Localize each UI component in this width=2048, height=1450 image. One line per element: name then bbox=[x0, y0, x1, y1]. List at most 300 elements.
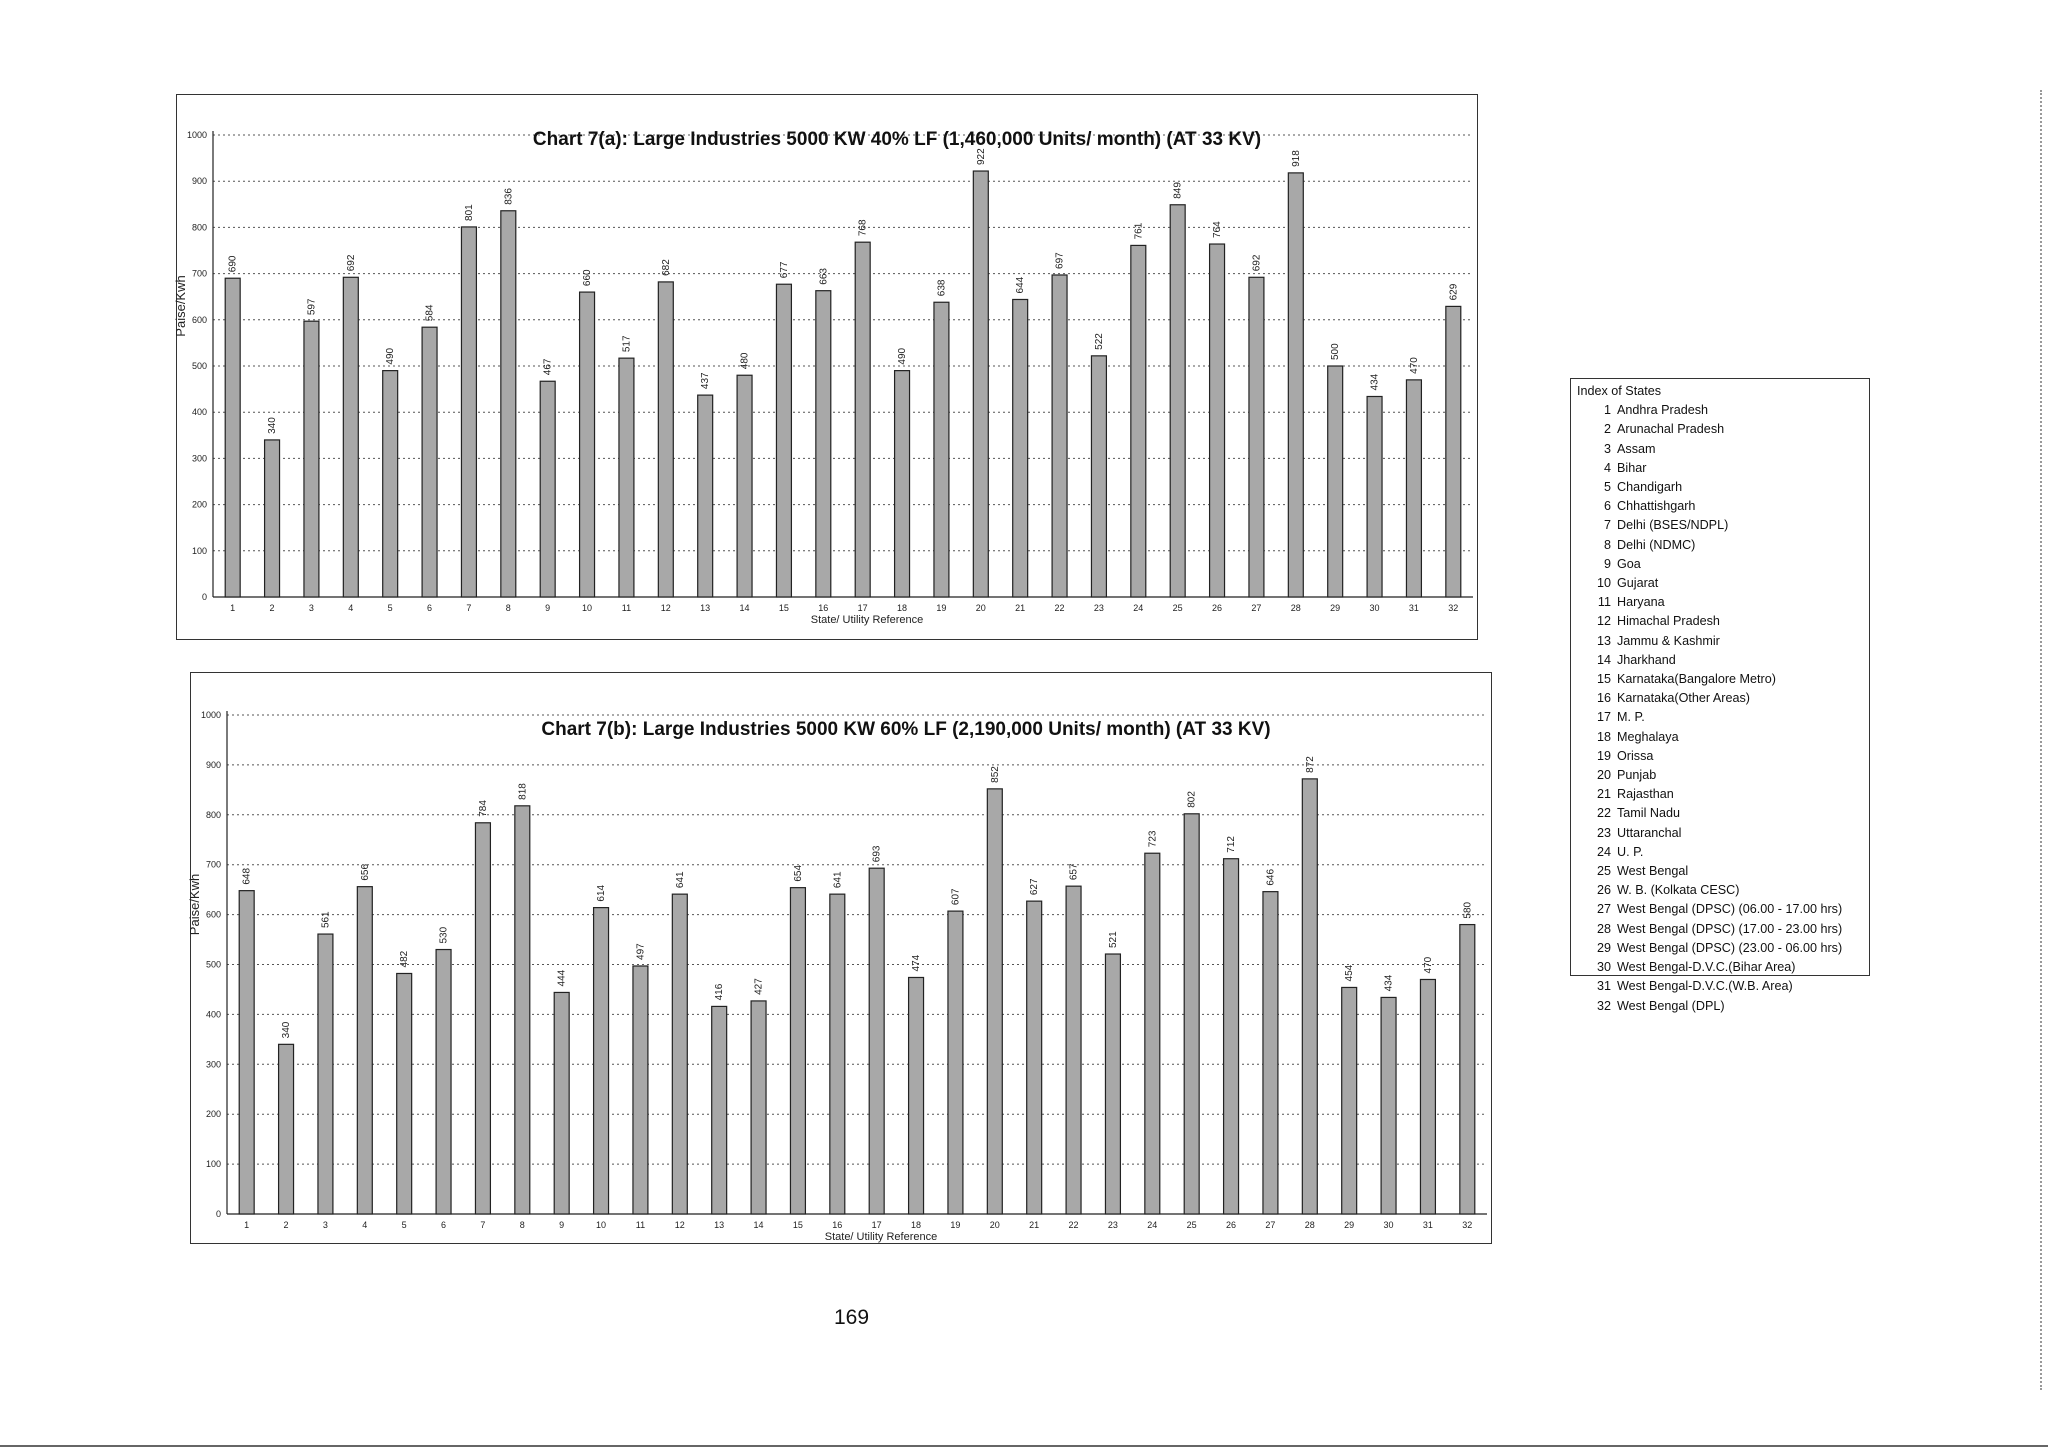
index-item-name: Karnataka(Bangalore Metro) bbox=[1617, 672, 1776, 687]
data-label: 690 bbox=[227, 255, 239, 273]
x-tick-label: 3 bbox=[322, 1220, 328, 1230]
bar bbox=[357, 887, 372, 1214]
index-item bbox=[1577, 766, 1863, 785]
bar bbox=[1263, 892, 1278, 1214]
x-tick-label: 21 bbox=[1029, 1220, 1040, 1230]
index-item-number: 2 bbox=[1603, 422, 1611, 437]
y-tick-label: 400 bbox=[191, 407, 207, 418]
bar bbox=[830, 894, 845, 1214]
index-item bbox=[1577, 939, 1863, 958]
index-item-number: 25 bbox=[1596, 864, 1611, 879]
y-tick-label: 800 bbox=[205, 809, 221, 820]
index-item-number: 8 bbox=[1603, 537, 1611, 552]
x-tick-label: 16 bbox=[832, 1220, 843, 1230]
data-label: 693 bbox=[871, 845, 883, 863]
bar bbox=[751, 1001, 766, 1214]
data-label: 852 bbox=[989, 766, 1001, 783]
index-title: Index of States bbox=[1577, 384, 1662, 398]
bar bbox=[1420, 979, 1435, 1214]
index-item-number: 1 bbox=[1603, 403, 1611, 418]
x-tick-label: 20 bbox=[989, 1220, 1000, 1230]
bar bbox=[461, 227, 476, 597]
index-item-name: W. B. (Kolkata CESC) bbox=[1617, 883, 1740, 898]
index-item bbox=[1577, 747, 1863, 766]
bar bbox=[776, 284, 791, 597]
y-tick-label: 1000 bbox=[186, 130, 207, 140]
index-item-number: 4 bbox=[1603, 460, 1611, 475]
index-item-name: West Bengal (DPSC) (17.00 - 23.00 hrs) bbox=[1617, 921, 1843, 936]
chart-title: Chart 7(b): Large Industries 5000 KW 60% LF (2,190,000 Units/ month) (AT 33 KV) bbox=[541, 719, 1271, 740]
index-item-name: Orissa bbox=[1617, 748, 1654, 763]
index-item-number: 26 bbox=[1596, 883, 1611, 898]
data-label: 768 bbox=[857, 219, 869, 237]
x-tick-label: 12 bbox=[674, 1220, 685, 1230]
index-item-name: Rajasthan bbox=[1617, 787, 1674, 802]
y-tick-label: 700 bbox=[205, 859, 221, 870]
x-tick-label: 32 bbox=[1448, 603, 1459, 613]
data-label: 500 bbox=[1330, 343, 1342, 360]
data-label: 482 bbox=[399, 950, 411, 968]
x-tick-label: 31 bbox=[1408, 603, 1419, 613]
bar bbox=[948, 911, 963, 1214]
index-item-name: West Bengal (DPL) bbox=[1617, 998, 1725, 1013]
y-tick-label: 900 bbox=[205, 759, 221, 770]
bar bbox=[1288, 173, 1303, 597]
x-tick-label: 4 bbox=[348, 603, 354, 613]
x-tick-label: 7 bbox=[466, 603, 472, 613]
index-item-name: Chhattishgarh bbox=[1617, 499, 1696, 514]
bar bbox=[855, 242, 870, 597]
index-item-name: Arunachal Pradesh bbox=[1617, 422, 1725, 437]
y-tick-label: 300 bbox=[205, 1059, 221, 1070]
page-number: 169 bbox=[834, 1306, 870, 1329]
data-label: 697 bbox=[1054, 252, 1066, 269]
index-item bbox=[1577, 843, 1863, 862]
data-label: 922 bbox=[975, 148, 987, 166]
y-tick-label: 900 bbox=[191, 176, 207, 187]
y-tick-label: 600 bbox=[191, 314, 207, 325]
bar bbox=[633, 966, 648, 1214]
data-label: 522 bbox=[1093, 333, 1105, 350]
index-item-name: Assam bbox=[1617, 441, 1656, 456]
data-label: 761 bbox=[1133, 222, 1145, 240]
x-tick-label: 26 bbox=[1226, 1220, 1237, 1230]
y-tick-label: 0 bbox=[215, 1209, 221, 1219]
x-tick-label: 28 bbox=[1304, 1220, 1315, 1230]
bar bbox=[1367, 396, 1382, 597]
x-tick-label: 15 bbox=[778, 603, 789, 613]
bar bbox=[909, 977, 924, 1214]
data-label: 801 bbox=[463, 204, 475, 221]
bar bbox=[737, 375, 752, 597]
x-tick-label: 12 bbox=[660, 603, 671, 613]
x-tick-label: 15 bbox=[792, 1220, 803, 1230]
y-tick-label: 500 bbox=[205, 959, 221, 970]
bar bbox=[279, 1044, 294, 1214]
y-tick-label: 1000 bbox=[200, 710, 221, 720]
data-label: 497 bbox=[635, 943, 647, 960]
index-item-number: 11 bbox=[1597, 595, 1611, 610]
data-label: 644 bbox=[1015, 276, 1027, 294]
data-label: 454 bbox=[1344, 964, 1356, 982]
index-item-name: Chandigarh bbox=[1617, 480, 1683, 495]
bar bbox=[1066, 886, 1081, 1214]
index-item-name: Uttaranchal bbox=[1617, 825, 1682, 840]
x-tick-label: 1 bbox=[244, 1220, 250, 1230]
x-tick-label: 22 bbox=[1054, 603, 1065, 613]
bar bbox=[594, 908, 609, 1214]
index-item bbox=[1577, 689, 1863, 708]
bar bbox=[619, 358, 634, 597]
y-tick-label: 200 bbox=[191, 499, 207, 510]
data-label: 480 bbox=[739, 352, 751, 370]
data-label: 427 bbox=[753, 978, 765, 995]
index-item-number: 18 bbox=[1596, 729, 1611, 744]
y-tick-label: 200 bbox=[205, 1109, 221, 1120]
bar bbox=[1381, 997, 1396, 1214]
index-item bbox=[1577, 728, 1863, 747]
x-tick-label: 7 bbox=[480, 1220, 486, 1230]
bar bbox=[436, 950, 451, 1214]
data-label: 584 bbox=[424, 304, 436, 322]
index-item-number: 6 bbox=[1603, 499, 1611, 514]
index-item bbox=[1577, 977, 1863, 996]
data-label: 434 bbox=[1369, 373, 1381, 391]
bar bbox=[973, 171, 988, 597]
index-item-number: 23 bbox=[1596, 825, 1611, 840]
data-label: 561 bbox=[320, 911, 332, 929]
bar bbox=[934, 302, 949, 597]
data-label: 692 bbox=[345, 254, 357, 272]
data-label: 434 bbox=[1383, 974, 1395, 992]
x-tick-label: 25 bbox=[1186, 1220, 1197, 1230]
data-label: 849 bbox=[1172, 182, 1184, 199]
x-tick-label: 27 bbox=[1265, 1220, 1276, 1230]
index-item-name: Himachal Pradesh bbox=[1617, 614, 1720, 629]
x-tick-label: 13 bbox=[714, 1220, 725, 1230]
data-label: 723 bbox=[1147, 830, 1159, 848]
bar bbox=[869, 868, 884, 1214]
bar bbox=[475, 823, 490, 1214]
bar bbox=[225, 278, 240, 597]
index-item-number: 32 bbox=[1596, 998, 1611, 1013]
x-tick-label: 29 bbox=[1330, 603, 1341, 613]
index-item bbox=[1577, 574, 1863, 593]
data-label: 467 bbox=[542, 358, 554, 376]
data-label: 614 bbox=[596, 884, 608, 902]
x-tick-label: 27 bbox=[1251, 603, 1262, 613]
data-label: 692 bbox=[1251, 254, 1263, 272]
x-tick-label: 8 bbox=[519, 1220, 525, 1230]
x-tick-label: 6 bbox=[441, 1220, 447, 1230]
bar bbox=[501, 211, 516, 597]
index-item bbox=[1577, 478, 1863, 497]
y-tick-label: 100 bbox=[191, 545, 207, 556]
index-item-name: West Bengal (DPSC) (06.00 - 17.00 hrs) bbox=[1617, 902, 1843, 917]
index-item-name: Punjab bbox=[1617, 768, 1657, 783]
index-item-name: West Bengal-D.V.C.(W.B. Area) bbox=[1617, 979, 1793, 994]
index-item bbox=[1577, 632, 1863, 651]
index-item-name: Haryana bbox=[1617, 595, 1665, 610]
index-item bbox=[1577, 670, 1863, 689]
data-label: 657 bbox=[1068, 863, 1080, 881]
y-tick-label: 600 bbox=[205, 909, 221, 920]
index-item bbox=[1577, 420, 1863, 439]
x-axis-label: State/ Utility Reference bbox=[824, 1231, 938, 1243]
index-item-name: Bihar bbox=[1617, 460, 1647, 475]
index-item-number: 13 bbox=[1596, 633, 1611, 648]
index-item-name: Meghalaya bbox=[1617, 729, 1679, 744]
y-tick-label: 400 bbox=[205, 1009, 221, 1020]
index-of-states bbox=[1570, 378, 1870, 1013]
index-item-name: West Bengal bbox=[1617, 864, 1689, 879]
data-label: 836 bbox=[503, 188, 515, 205]
bar bbox=[1170, 205, 1185, 597]
x-tick-label: 18 bbox=[897, 603, 908, 613]
data-label: 444 bbox=[556, 969, 568, 987]
bar bbox=[1091, 356, 1106, 597]
bar bbox=[1105, 954, 1120, 1214]
y-axis-label: Paise/Kwh bbox=[173, 275, 188, 337]
chart-title: Chart 7(a): Large Industries 5000 KW 40% LF (1,460,000 Units/ month) (AT 33 KV) bbox=[532, 129, 1262, 150]
x-tick-label: 2 bbox=[269, 603, 275, 613]
index-item bbox=[1577, 997, 1863, 1016]
index-item-name: Goa bbox=[1617, 556, 1641, 571]
bar bbox=[1249, 277, 1264, 597]
data-label: 818 bbox=[517, 783, 529, 800]
index-item bbox=[1577, 459, 1863, 478]
data-label: 646 bbox=[1265, 868, 1277, 886]
bar bbox=[318, 934, 333, 1214]
bar bbox=[397, 973, 412, 1214]
x-tick-label: 14 bbox=[739, 603, 750, 613]
bar bbox=[1027, 901, 1042, 1214]
bar bbox=[816, 291, 831, 597]
data-label: 641 bbox=[674, 871, 686, 889]
bar bbox=[1460, 925, 1475, 1214]
data-label: 470 bbox=[1408, 357, 1420, 374]
y-tick-label: 0 bbox=[201, 592, 207, 602]
bar bbox=[1302, 779, 1317, 1214]
index-item-number: 21 bbox=[1596, 787, 1611, 802]
index-item-name: Karnataka(Other Areas) bbox=[1617, 691, 1750, 706]
x-tick-label: 18 bbox=[911, 1220, 922, 1230]
bar bbox=[1210, 244, 1225, 597]
index-item-number: 31 bbox=[1596, 979, 1611, 994]
x-tick-label: 30 bbox=[1369, 603, 1380, 613]
data-label: 638 bbox=[936, 279, 948, 297]
x-tick-label: 29 bbox=[1344, 1220, 1355, 1230]
index-item-number: 15 bbox=[1596, 672, 1611, 687]
index-item-name: Delhi (BSES/NDPL) bbox=[1617, 518, 1729, 533]
bar bbox=[1328, 366, 1343, 597]
y-tick-label: 500 bbox=[191, 361, 207, 371]
index-item bbox=[1577, 958, 1863, 977]
data-label: 764 bbox=[1212, 221, 1224, 239]
index-item-number: 30 bbox=[1596, 960, 1611, 975]
bar bbox=[790, 888, 805, 1214]
index-item bbox=[1577, 785, 1863, 804]
data-label: 663 bbox=[818, 268, 830, 285]
index-item-number: 14 bbox=[1596, 652, 1611, 667]
index-item-name: Delhi (NDMC) bbox=[1617, 537, 1696, 552]
x-tick-label: 11 bbox=[621, 603, 632, 613]
x-tick-label: 22 bbox=[1068, 1220, 1079, 1230]
data-label: 607 bbox=[950, 888, 962, 906]
x-tick-label: 9 bbox=[545, 603, 551, 613]
data-label: 470 bbox=[1422, 956, 1434, 974]
index-item-number: 16 bbox=[1596, 691, 1611, 706]
chart-7b-svg bbox=[187, 673, 1491, 1243]
bar bbox=[1406, 380, 1421, 597]
right-edge-dots bbox=[2038, 90, 2042, 1390]
bar bbox=[698, 395, 713, 597]
bar bbox=[239, 891, 254, 1214]
bar bbox=[383, 371, 398, 597]
data-label: 517 bbox=[621, 335, 633, 353]
data-label: 521 bbox=[1107, 931, 1119, 949]
data-label: 656 bbox=[359, 863, 371, 881]
data-label: 627 bbox=[1029, 878, 1041, 896]
x-tick-label: 28 bbox=[1290, 603, 1301, 613]
index-item-name: Jammu & Kashmir bbox=[1617, 633, 1720, 648]
index-item-number: 19 bbox=[1596, 748, 1611, 763]
index-item bbox=[1577, 555, 1863, 574]
index-item-number: 12 bbox=[1596, 614, 1611, 629]
bar bbox=[1342, 987, 1357, 1214]
data-label: 416 bbox=[714, 983, 726, 1001]
index-item bbox=[1577, 651, 1863, 670]
bar bbox=[1131, 245, 1146, 597]
index-item bbox=[1577, 708, 1863, 727]
index-item bbox=[1577, 497, 1863, 516]
bar bbox=[895, 371, 910, 597]
bar bbox=[515, 806, 530, 1214]
data-label: 340 bbox=[281, 1021, 293, 1039]
index-item bbox=[1577, 593, 1863, 612]
index-item bbox=[1577, 536, 1863, 555]
x-tick-label: 23 bbox=[1093, 603, 1104, 613]
data-label: 340 bbox=[267, 417, 279, 434]
data-label: 682 bbox=[660, 259, 672, 276]
chart-7b bbox=[187, 672, 1492, 1244]
y-tick-label: 100 bbox=[205, 1159, 221, 1170]
data-label: 641 bbox=[832, 871, 844, 889]
bar bbox=[265, 440, 280, 597]
index-item-name: Andhra Pradesh bbox=[1617, 403, 1709, 418]
bar bbox=[712, 1006, 727, 1214]
index-item-number: 7 bbox=[1603, 518, 1611, 533]
x-tick-label: 6 bbox=[427, 603, 433, 613]
index-item bbox=[1577, 920, 1863, 939]
index-item bbox=[1577, 612, 1863, 631]
data-label: 677 bbox=[778, 261, 790, 279]
data-label: 918 bbox=[1290, 150, 1302, 167]
bar bbox=[540, 381, 555, 597]
x-tick-label: 9 bbox=[559, 1220, 565, 1230]
y-tick-label: 700 bbox=[191, 268, 207, 279]
x-tick-label: 10 bbox=[582, 603, 593, 613]
bar bbox=[422, 327, 437, 597]
data-label: 530 bbox=[438, 926, 450, 944]
x-tick-label: 31 bbox=[1422, 1220, 1433, 1230]
index-item bbox=[1577, 440, 1863, 459]
index-item bbox=[1577, 862, 1863, 881]
index-item-name: West Bengal-D.V.C.(Bihar Area) bbox=[1617, 960, 1796, 975]
chart-7a bbox=[173, 94, 1478, 640]
x-tick-label: 30 bbox=[1383, 1220, 1394, 1230]
x-tick-label: 26 bbox=[1212, 603, 1223, 613]
x-tick-label: 13 bbox=[700, 603, 711, 613]
x-tick-label: 24 bbox=[1147, 1220, 1158, 1230]
index-item-number: 20 bbox=[1596, 768, 1611, 783]
index-item bbox=[1577, 824, 1863, 843]
x-tick-label: 19 bbox=[936, 603, 947, 613]
x-tick-label: 10 bbox=[596, 1220, 607, 1230]
bar bbox=[343, 277, 358, 597]
bar bbox=[1013, 299, 1028, 597]
x-tick-label: 14 bbox=[753, 1220, 764, 1230]
x-tick-label: 17 bbox=[857, 603, 868, 613]
data-label: 490 bbox=[897, 347, 909, 365]
index-item-name: Gujarat bbox=[1617, 576, 1659, 591]
data-label: 712 bbox=[1226, 836, 1238, 853]
x-tick-label: 32 bbox=[1462, 1220, 1473, 1230]
data-label: 872 bbox=[1304, 756, 1316, 773]
x-tick-label: 4 bbox=[362, 1220, 368, 1230]
bar bbox=[1145, 853, 1160, 1214]
y-tick-label: 800 bbox=[191, 222, 207, 233]
y-axis-label: Paise/Kwh bbox=[187, 873, 202, 936]
bar bbox=[1184, 814, 1199, 1214]
index-item-number: 10 bbox=[1596, 576, 1611, 591]
x-tick-label: 8 bbox=[505, 603, 511, 613]
data-label: 802 bbox=[1186, 791, 1198, 808]
index-item-name: West Bengal (DPSC) (23.00 - 06.00 hrs) bbox=[1617, 940, 1843, 955]
data-label: 660 bbox=[582, 269, 594, 287]
data-label: 580 bbox=[1462, 901, 1474, 919]
x-tick-label: 20 bbox=[975, 603, 986, 613]
x-axis-label: State/ Utility Reference bbox=[810, 614, 924, 626]
index-item-name: Jharkhand bbox=[1617, 652, 1676, 667]
bar bbox=[554, 992, 569, 1214]
bar bbox=[580, 292, 595, 597]
index-item-number: 22 bbox=[1596, 806, 1611, 821]
index-item-name: Tamil Nadu bbox=[1617, 806, 1680, 821]
bottom-rule bbox=[0, 1445, 2048, 1447]
x-tick-label: 11 bbox=[635, 1220, 646, 1230]
x-tick-label: 24 bbox=[1133, 603, 1144, 613]
data-label: 648 bbox=[241, 867, 253, 885]
index-item-number: 27 bbox=[1596, 902, 1611, 917]
data-label: 654 bbox=[792, 864, 804, 882]
index-item bbox=[1577, 900, 1863, 919]
data-label: 629 bbox=[1448, 283, 1460, 301]
index-item-number: 28 bbox=[1596, 921, 1611, 936]
index-item bbox=[1577, 881, 1863, 900]
bar bbox=[672, 894, 687, 1214]
data-label: 490 bbox=[385, 347, 397, 365]
x-tick-label: 2 bbox=[283, 1220, 289, 1230]
bar bbox=[1224, 859, 1239, 1214]
x-tick-label: 19 bbox=[950, 1220, 961, 1230]
x-tick-label: 17 bbox=[871, 1220, 882, 1230]
index-item-number: 24 bbox=[1596, 844, 1611, 859]
index-item-number: 3 bbox=[1603, 441, 1611, 456]
bar bbox=[304, 321, 319, 597]
index-item bbox=[1577, 401, 1863, 420]
x-tick-label: 23 bbox=[1107, 1220, 1118, 1230]
